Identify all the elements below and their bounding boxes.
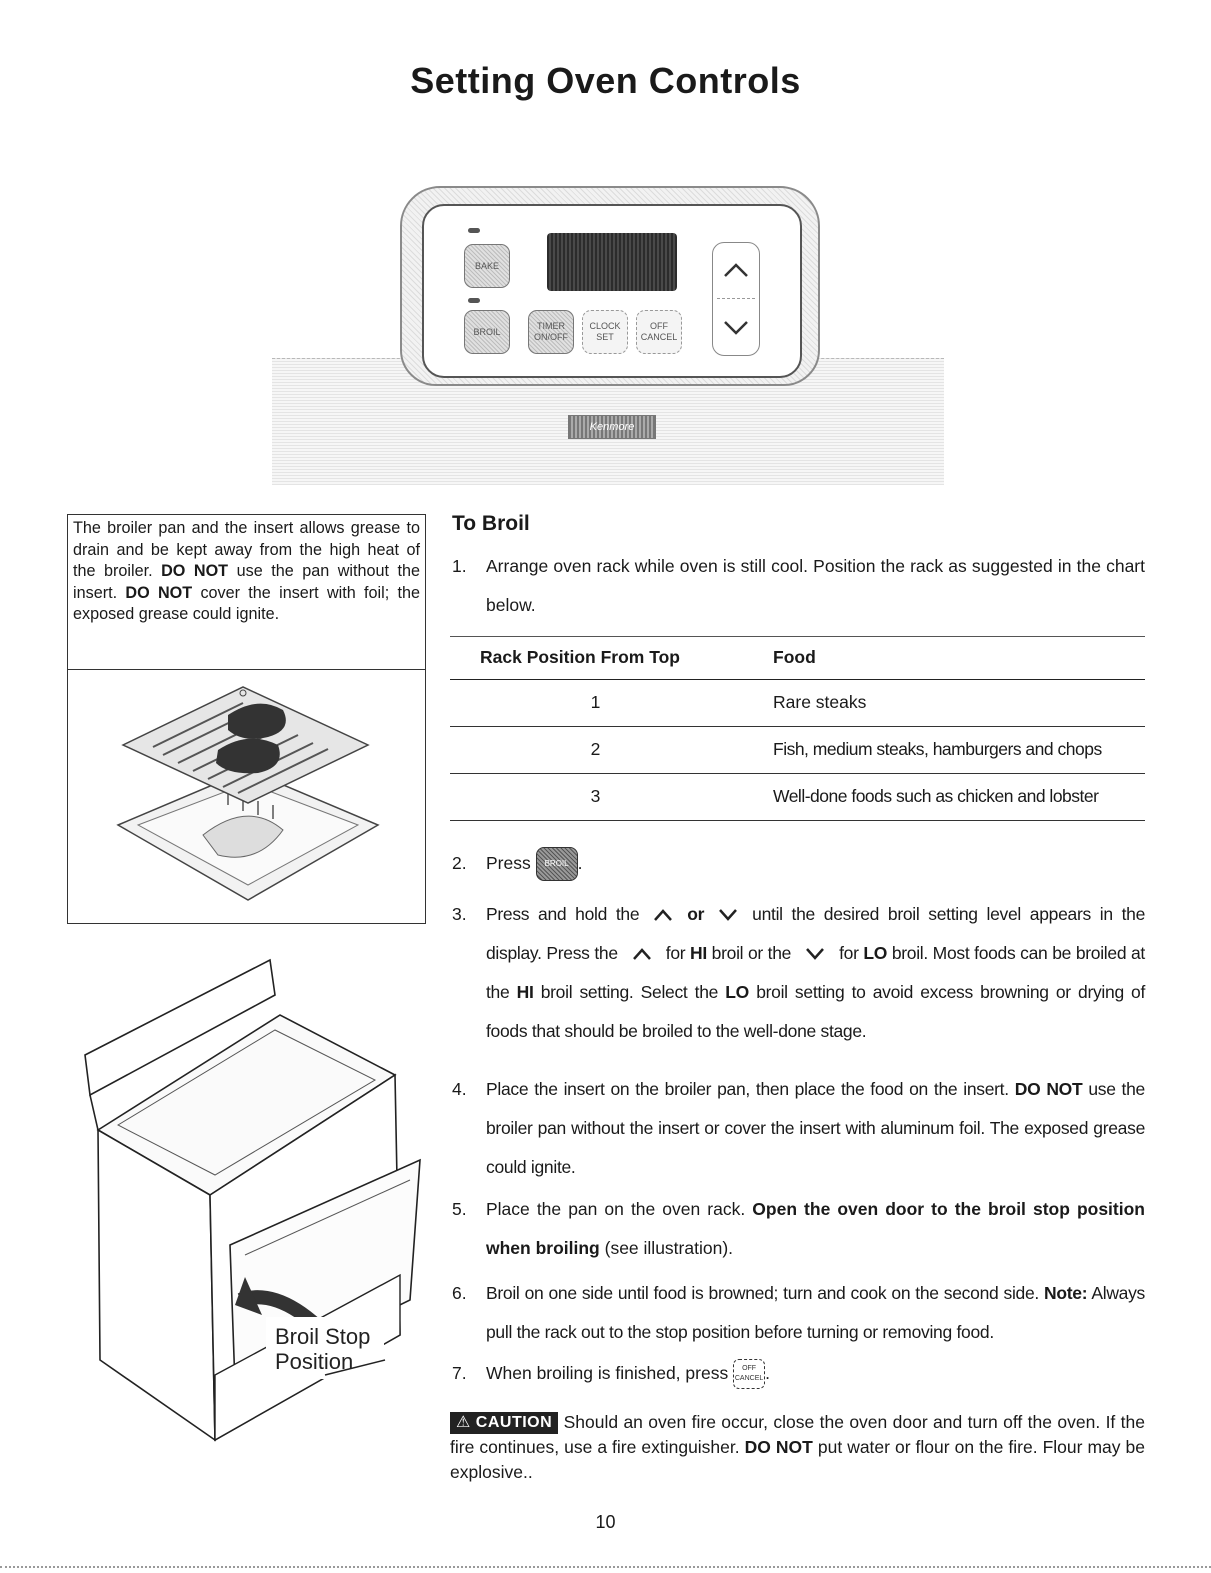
control-panel-illustration bbox=[272, 182, 944, 484]
step-7 bbox=[452, 1354, 1145, 1394]
step-text bbox=[486, 1274, 1145, 1352]
step-text bbox=[486, 844, 1145, 883]
arrow-pads bbox=[712, 242, 760, 356]
caution-warning: DO NOT bbox=[744, 1437, 813, 1457]
off-cancel-pad: OFF CANCEL bbox=[636, 310, 682, 354]
step-number: 6. bbox=[452, 1283, 467, 1303]
step-text bbox=[486, 1354, 1145, 1393]
broil-pad: BROIL bbox=[464, 310, 510, 354]
note-divider bbox=[68, 669, 425, 670]
step-text-part: When broiling is finished, press bbox=[486, 1363, 729, 1383]
up-arrow-icon bbox=[653, 909, 673, 921]
step-text-part: for bbox=[665, 943, 686, 963]
step-text-part: LO bbox=[725, 982, 749, 1002]
off-label: OFF bbox=[742, 1365, 757, 1373]
step-number: 1. bbox=[452, 556, 467, 576]
food-cell: Fish, medium steaks, hamburgers and chops bbox=[773, 739, 1102, 759]
caution-text: put water or flour on the fire. Flour may be explosive.. bbox=[450, 1437, 1145, 1482]
step-text-part: Broil on one side until food is browned; turn and cook on the second side. bbox=[486, 1283, 1039, 1303]
step-text-part: Place the insert on the broiler pan, then place the food on the insert. bbox=[486, 1079, 1009, 1099]
step-text-part: . bbox=[765, 1363, 770, 1383]
step-text bbox=[486, 1190, 1145, 1268]
note-text-part: The broiler pan and the insert allows grease to drain and be kept away from the high heat of the broiler. bbox=[73, 519, 420, 581]
food-cell: Well-done foods such as chicken and lobster bbox=[773, 786, 1099, 806]
broiler-pan-note bbox=[67, 514, 426, 924]
broil-stop-label: Broil Stop bbox=[275, 1324, 371, 1349]
broil-stop-label: Position bbox=[275, 1349, 354, 1374]
step-text bbox=[486, 895, 1145, 1051]
broil-button-icon: BROIL bbox=[536, 847, 578, 881]
header-food: Food bbox=[773, 647, 816, 667]
step-3 bbox=[452, 895, 1145, 1055]
note-warning: DO NOT bbox=[125, 583, 193, 602]
down-arrow-icon bbox=[718, 909, 738, 921]
down-arrow-icon bbox=[805, 948, 825, 960]
off-cancel-button-icon bbox=[733, 1359, 765, 1389]
step-number: 7. bbox=[452, 1363, 467, 1383]
step-text-part: until the desired broil setting level appears in the display. Press the bbox=[486, 904, 1145, 963]
step-text-part: or bbox=[687, 904, 705, 924]
step-text: Arrange oven rack while oven is still cool. Position the rack as suggested in the chart below. bbox=[486, 556, 1145, 615]
step-text-part: Always pull the rack out to the stop position before turning or removing food. bbox=[486, 1283, 1146, 1342]
table-header bbox=[450, 636, 1145, 680]
step-1 bbox=[452, 547, 1145, 627]
step-text-part: Note: bbox=[1044, 1283, 1088, 1303]
cancel-label: CANCEL bbox=[734, 1375, 764, 1383]
food-cell: Rare steaks bbox=[773, 692, 867, 712]
step-5 bbox=[452, 1190, 1145, 1270]
section-heading: To Broil bbox=[452, 512, 530, 535]
note-warning: DO NOT bbox=[161, 562, 229, 581]
step-text-part: use the broiler pan without the insert or cover the insert with aluminum foil. The exposed grease could ignite. bbox=[486, 1079, 1145, 1177]
header-rack-position: Rack Position From Top bbox=[480, 647, 680, 667]
step-text-part: HI bbox=[690, 943, 707, 963]
note-text-part: use the pan without the insert. bbox=[73, 562, 421, 602]
broil-indicator bbox=[468, 298, 480, 303]
note-text-part: cover the insert with foil; the exposed grease could ignite. bbox=[73, 583, 421, 624]
step-4 bbox=[452, 1070, 1145, 1190]
range-broil-stop-illustration bbox=[70, 955, 430, 1455]
step-text-part: (see illustration). bbox=[604, 1238, 734, 1258]
step-text bbox=[486, 1070, 1145, 1187]
step-text-part: . bbox=[577, 853, 583, 873]
up-arrow-icon bbox=[632, 948, 652, 960]
panel-face bbox=[422, 204, 802, 378]
caution-label: CAUTION bbox=[475, 1414, 553, 1432]
up-arrow-icon bbox=[722, 261, 750, 279]
note-text bbox=[68, 515, 425, 629]
bake-pad: BAKE bbox=[464, 244, 510, 288]
step-text-part: broil setting. Select the bbox=[540, 982, 719, 1002]
table-row bbox=[450, 727, 1145, 774]
bake-indicator bbox=[468, 228, 480, 233]
step-text-part: broil. Most foods can be broiled at the bbox=[486, 943, 1145, 1002]
rack-position-table bbox=[450, 636, 1145, 821]
step-text-part: broil or the bbox=[711, 943, 792, 963]
brand-logo: Kenmore bbox=[568, 415, 656, 439]
table-row bbox=[450, 680, 1145, 727]
down-arrow-icon bbox=[722, 319, 750, 337]
rack-position-cell: 3 bbox=[590, 786, 601, 806]
step-text-part: broil setting to avoid excess browning or drying of foods that should be broiled to the well-done stage. bbox=[486, 982, 1146, 1041]
step-text-part: Place the pan on the oven rack. bbox=[486, 1199, 746, 1219]
rack-position-cell: 1 bbox=[590, 692, 601, 712]
panel-display bbox=[547, 233, 677, 291]
step-6 bbox=[452, 1274, 1145, 1354]
caution-notice bbox=[450, 1410, 1145, 1485]
step-text-part: Open the oven door to the broil stop position when broiling bbox=[486, 1199, 1145, 1258]
caution-text: Should an oven fire occur, close the oven door and turn off the oven. If the fire continues, use a fire extinguisher. bbox=[450, 1412, 1145, 1457]
rack-position-cell: 2 bbox=[590, 739, 601, 759]
step-text-part: HI bbox=[516, 982, 534, 1002]
step-number: 5. bbox=[452, 1199, 467, 1219]
step-text-part: Press bbox=[486, 853, 531, 873]
step-number: 3. bbox=[452, 904, 467, 924]
clock-pad: CLOCK SET bbox=[582, 310, 628, 354]
bottom-border bbox=[0, 1566, 1211, 1568]
timer-pad: TIMER ON/OFF bbox=[528, 310, 574, 354]
step-text-part: Press and hold the bbox=[486, 904, 640, 924]
step-2 bbox=[452, 844, 1145, 884]
step-number: 2. bbox=[452, 853, 467, 873]
broiler-pan-illustration bbox=[108, 675, 388, 920]
caution-badge: ⚠ CAUTION bbox=[450, 1412, 558, 1434]
step-text-part: DO NOT bbox=[1014, 1079, 1083, 1099]
step-text-part: for bbox=[839, 943, 859, 963]
step-text-part: LO bbox=[863, 943, 888, 963]
page-number: 10 bbox=[595, 1512, 616, 1532]
step-number: 4. bbox=[452, 1079, 467, 1099]
table-row bbox=[450, 774, 1145, 821]
page-title: Setting Oven Controls bbox=[410, 60, 801, 101]
